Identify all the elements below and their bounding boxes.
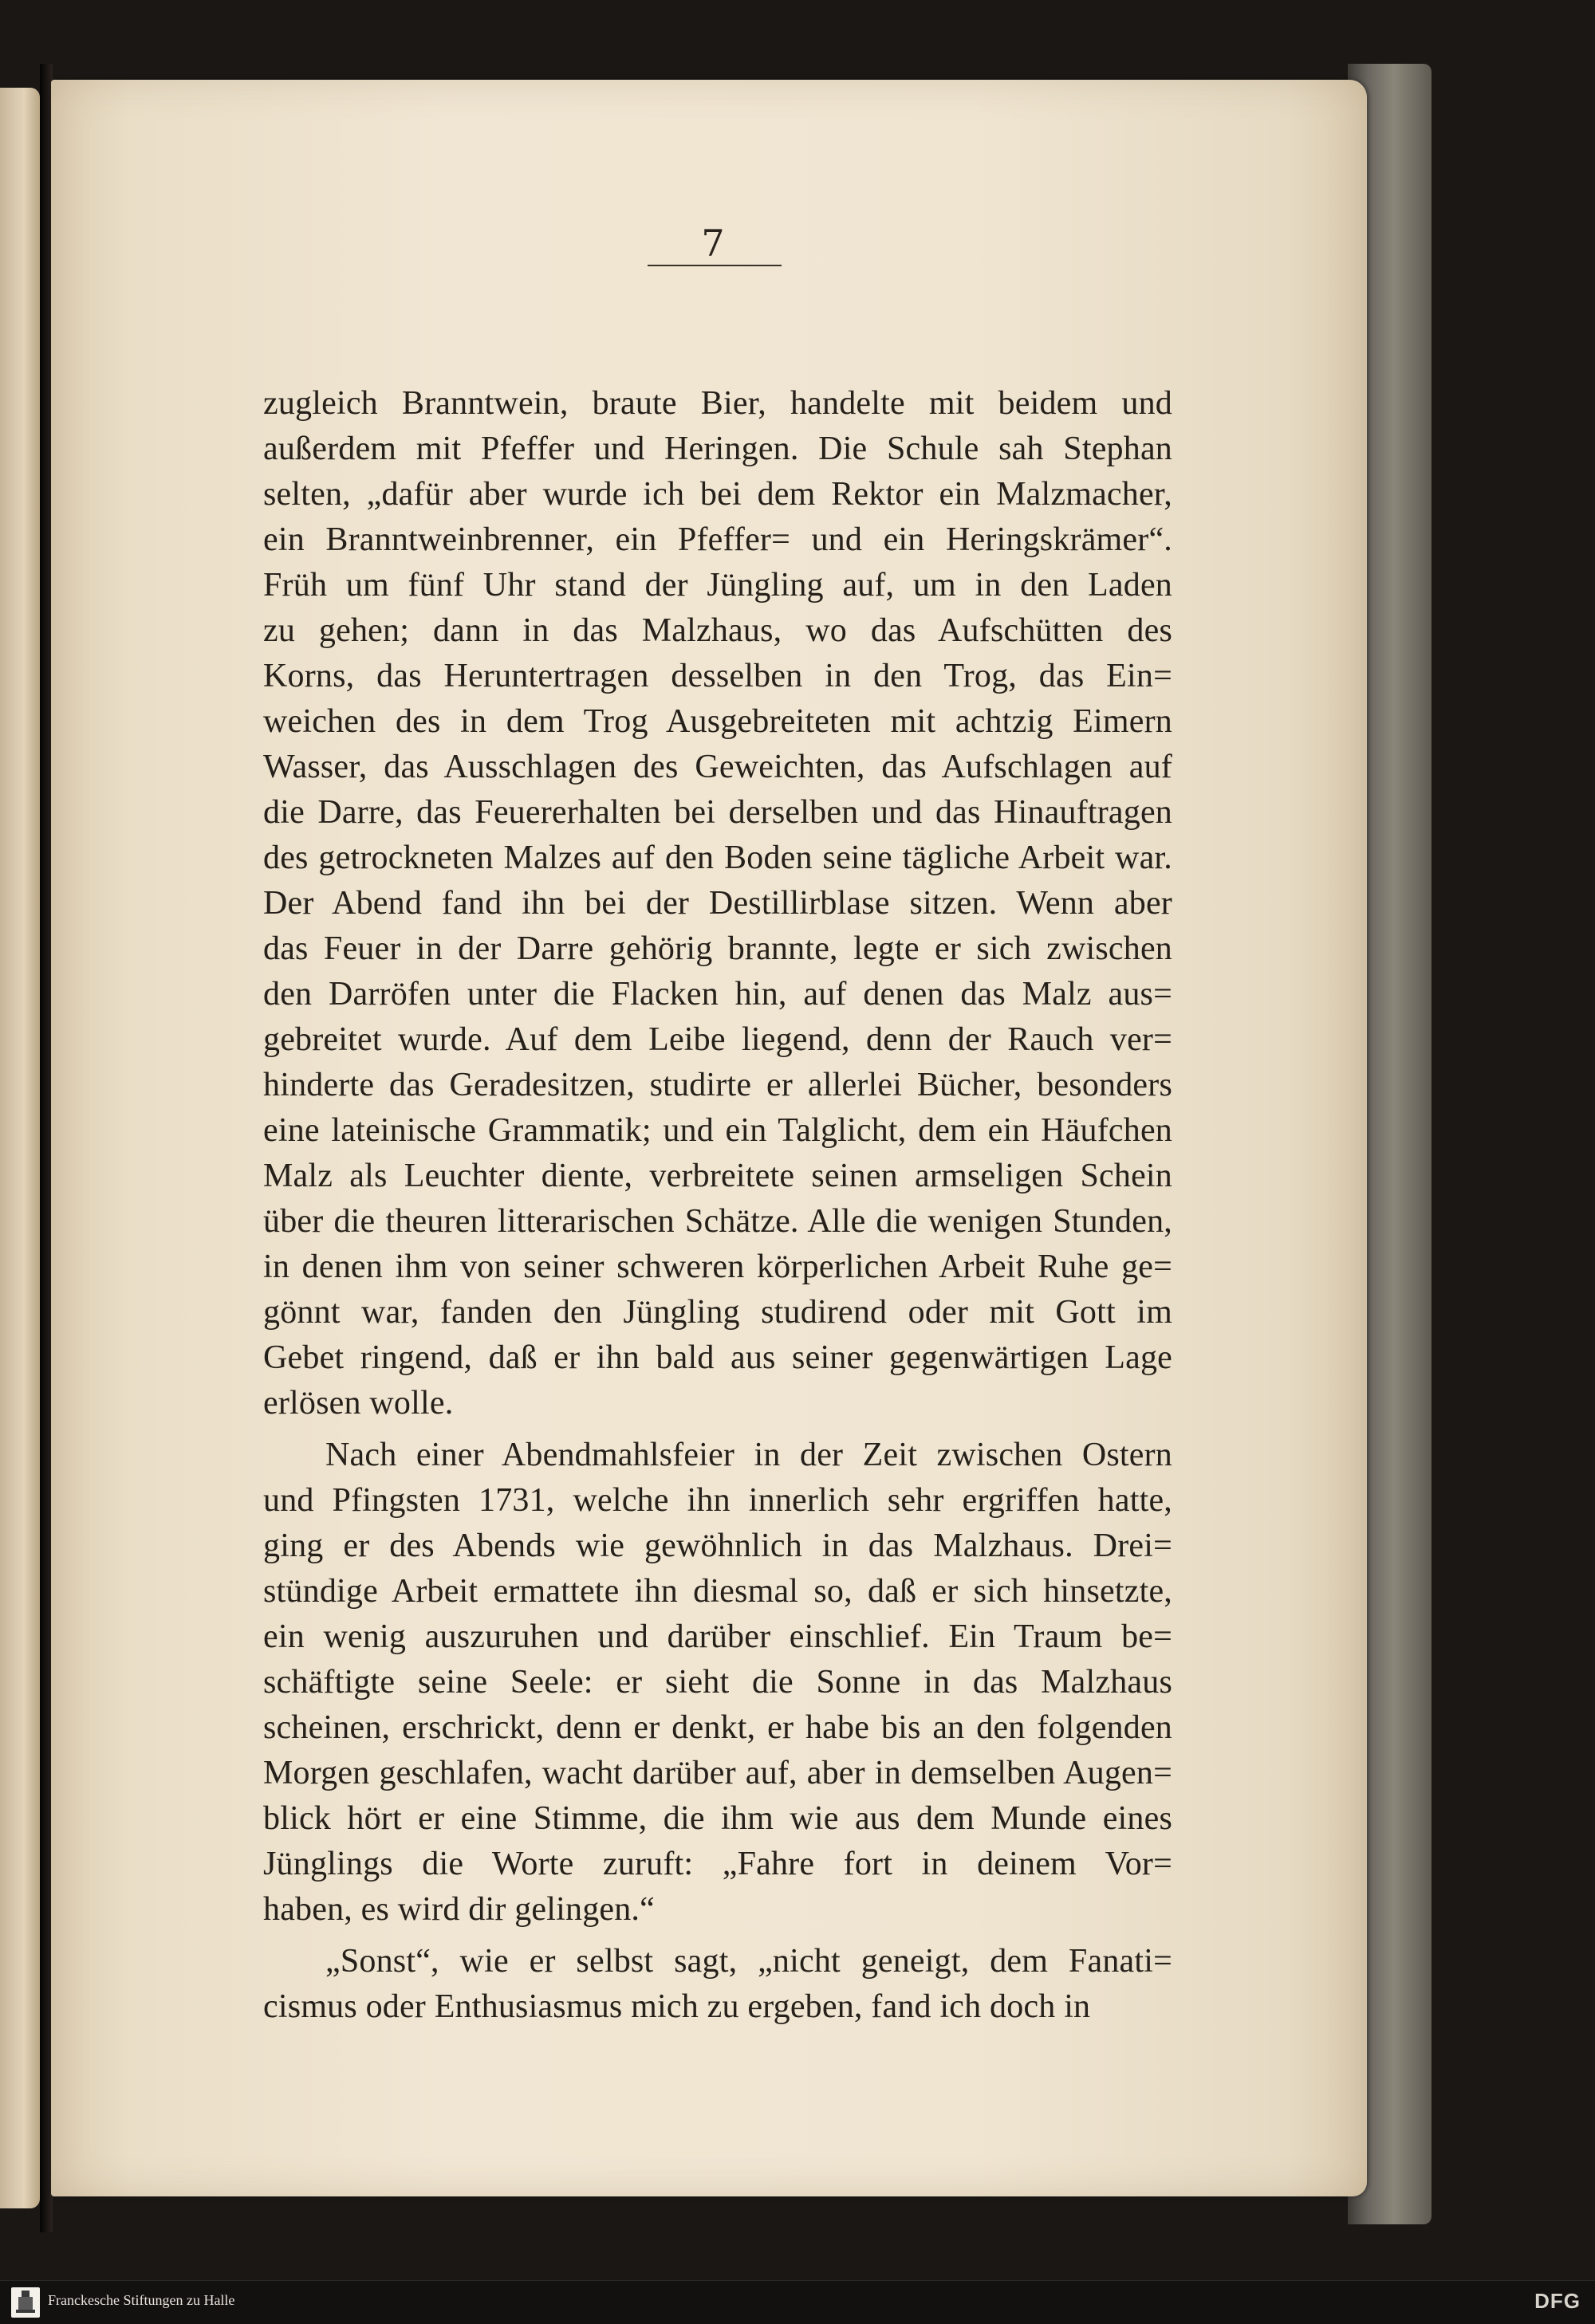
dfg-badge: DFG (1534, 2289, 1581, 2313)
text-line: Wasser, das Ausschlagen des Geweichten, das Aufschlagen auf (263, 749, 1172, 785)
text-line: stündige Arbeit ermattete ihn diesmal so, daß er sich hinsetzte, (263, 1573, 1172, 1610)
paragraph-gap (263, 1933, 1172, 1939)
text-line: ein Branntweinbrenner, ein Pfeffer= und ein Heringskrämer“. (263, 521, 1172, 558)
text-line: Jünglings die Worte zuruft: „Fahre fort in deinem Vor= (263, 1846, 1172, 1882)
text-line: gebreitet wurde. Auf dem Leibe liegend, denn der Rauch ver= (263, 1021, 1172, 1058)
text-line: die Darre, das Feuererhalten bei derselben und das Hinauftragen (263, 794, 1172, 831)
text-line: und Pfingsten 1731, welche ihn innerlich sehr ergriffen hatte, (263, 1482, 1172, 1519)
text-line: hinderte das Geradesitzen, studirte er allerlei Bücher, besonders (263, 1067, 1172, 1103)
text-line: blick hört er eine Stimme, die ihm wie aus dem Munde eines (263, 1800, 1172, 1837)
text-line: außerdem mit Pfeffer und Heringen. Die Schule sah Stephan (263, 431, 1172, 467)
institution-name: Franckesche Stiftungen zu Halle (48, 2292, 235, 2308)
text-line: Früh um fünf Uhr stand der Jüngling auf, um in den Laden (263, 567, 1172, 604)
text-line: weichen des in dem Trog Ausgebreiteten mit achtzig Eimern (263, 703, 1172, 740)
text-line: das Feuer in der Darre gehörig brannte, legte er sich zwischen (263, 930, 1172, 967)
text-line: erlösen wolle. (263, 1385, 454, 1422)
book-page (51, 80, 1367, 2196)
page-number: 7 (701, 222, 725, 265)
text-line: zu gehen; dann in das Malzhaus, wo das Aufschütten des (263, 612, 1172, 649)
text-line: ging er des Abends wie gewöhnlich in das Malzhaus. Drei= (263, 1528, 1172, 1564)
text-line: cismus oder Enthusiasmus mich zu ergeben, fand ich doch in (263, 1988, 1091, 2025)
text-line: „Sonst“, wie er selbst sagt, „nicht geneigt, dem Fanati= (325, 1943, 1172, 1980)
text-line: des getrockneten Malzes auf den Boden seine tägliche Arbeit war. (263, 840, 1172, 876)
left-page-edge (0, 88, 40, 2208)
viewer-footer (0, 2280, 1595, 2324)
text-line: in denen ihm von seiner schweren körperlichen Arbeit Ruhe ge= (263, 1249, 1172, 1285)
text-line: Malz als Leuchter diente, verbreitete seinen armseligen Schein (263, 1158, 1172, 1194)
text-line: haben, es wird dir gelingen.“ (263, 1891, 655, 1928)
text-line: zugleich Branntwein, braute Bier, handelte mit beidem und (263, 385, 1172, 422)
text-line: scheinen, erschrickt, denn er denkt, er habe bis an den folgenden (263, 1709, 1172, 1746)
paragraph-gap (263, 1426, 1172, 1433)
text-line: schäftigte seine Seele: er sieht die Sonne in das Malzhaus (263, 1664, 1172, 1701)
text-line: Korns, das Heruntertragen desselben in den Trog, das Ein= (263, 658, 1172, 694)
institution-logo-icon (11, 2287, 40, 2318)
text-line: Der Abend fand ihn bei der Destillirblase sitzen. Wenn aber (263, 885, 1172, 922)
text-line: Morgen geschlafen, wacht darüber auf, aber in demselben Augen= (263, 1755, 1172, 1791)
text-line: eine lateinische Grammatik; und ein Talglicht, dem ein Häufchen (263, 1112, 1172, 1149)
header-rule (648, 265, 782, 266)
text-line: selten, „dafür aber wurde ich bei dem Rektor ein Malzmacher, (263, 476, 1172, 513)
text-line: den Darröfen unter die Flacken hin, auf denen das Malz aus= (263, 976, 1172, 1013)
text-line: ein wenig auszuruhen und darüber einschlief. Ein Traum be= (263, 1618, 1172, 1655)
text-line: gönnt war, fanden den Jüngling studirend oder mit Gott im (263, 1294, 1172, 1331)
text-line: über die theuren litterarischen Schätze. Alle die wenigen Stunden, (263, 1203, 1172, 1240)
text-line: Gebet ringend, daß er ihn bald aus seiner gegenwärtigen Lage (263, 1339, 1172, 1376)
text-line: Nach einer Abendmahlsfeier in der Zeit zwischen Ostern (325, 1437, 1172, 1473)
page-text (263, 381, 1172, 2030)
